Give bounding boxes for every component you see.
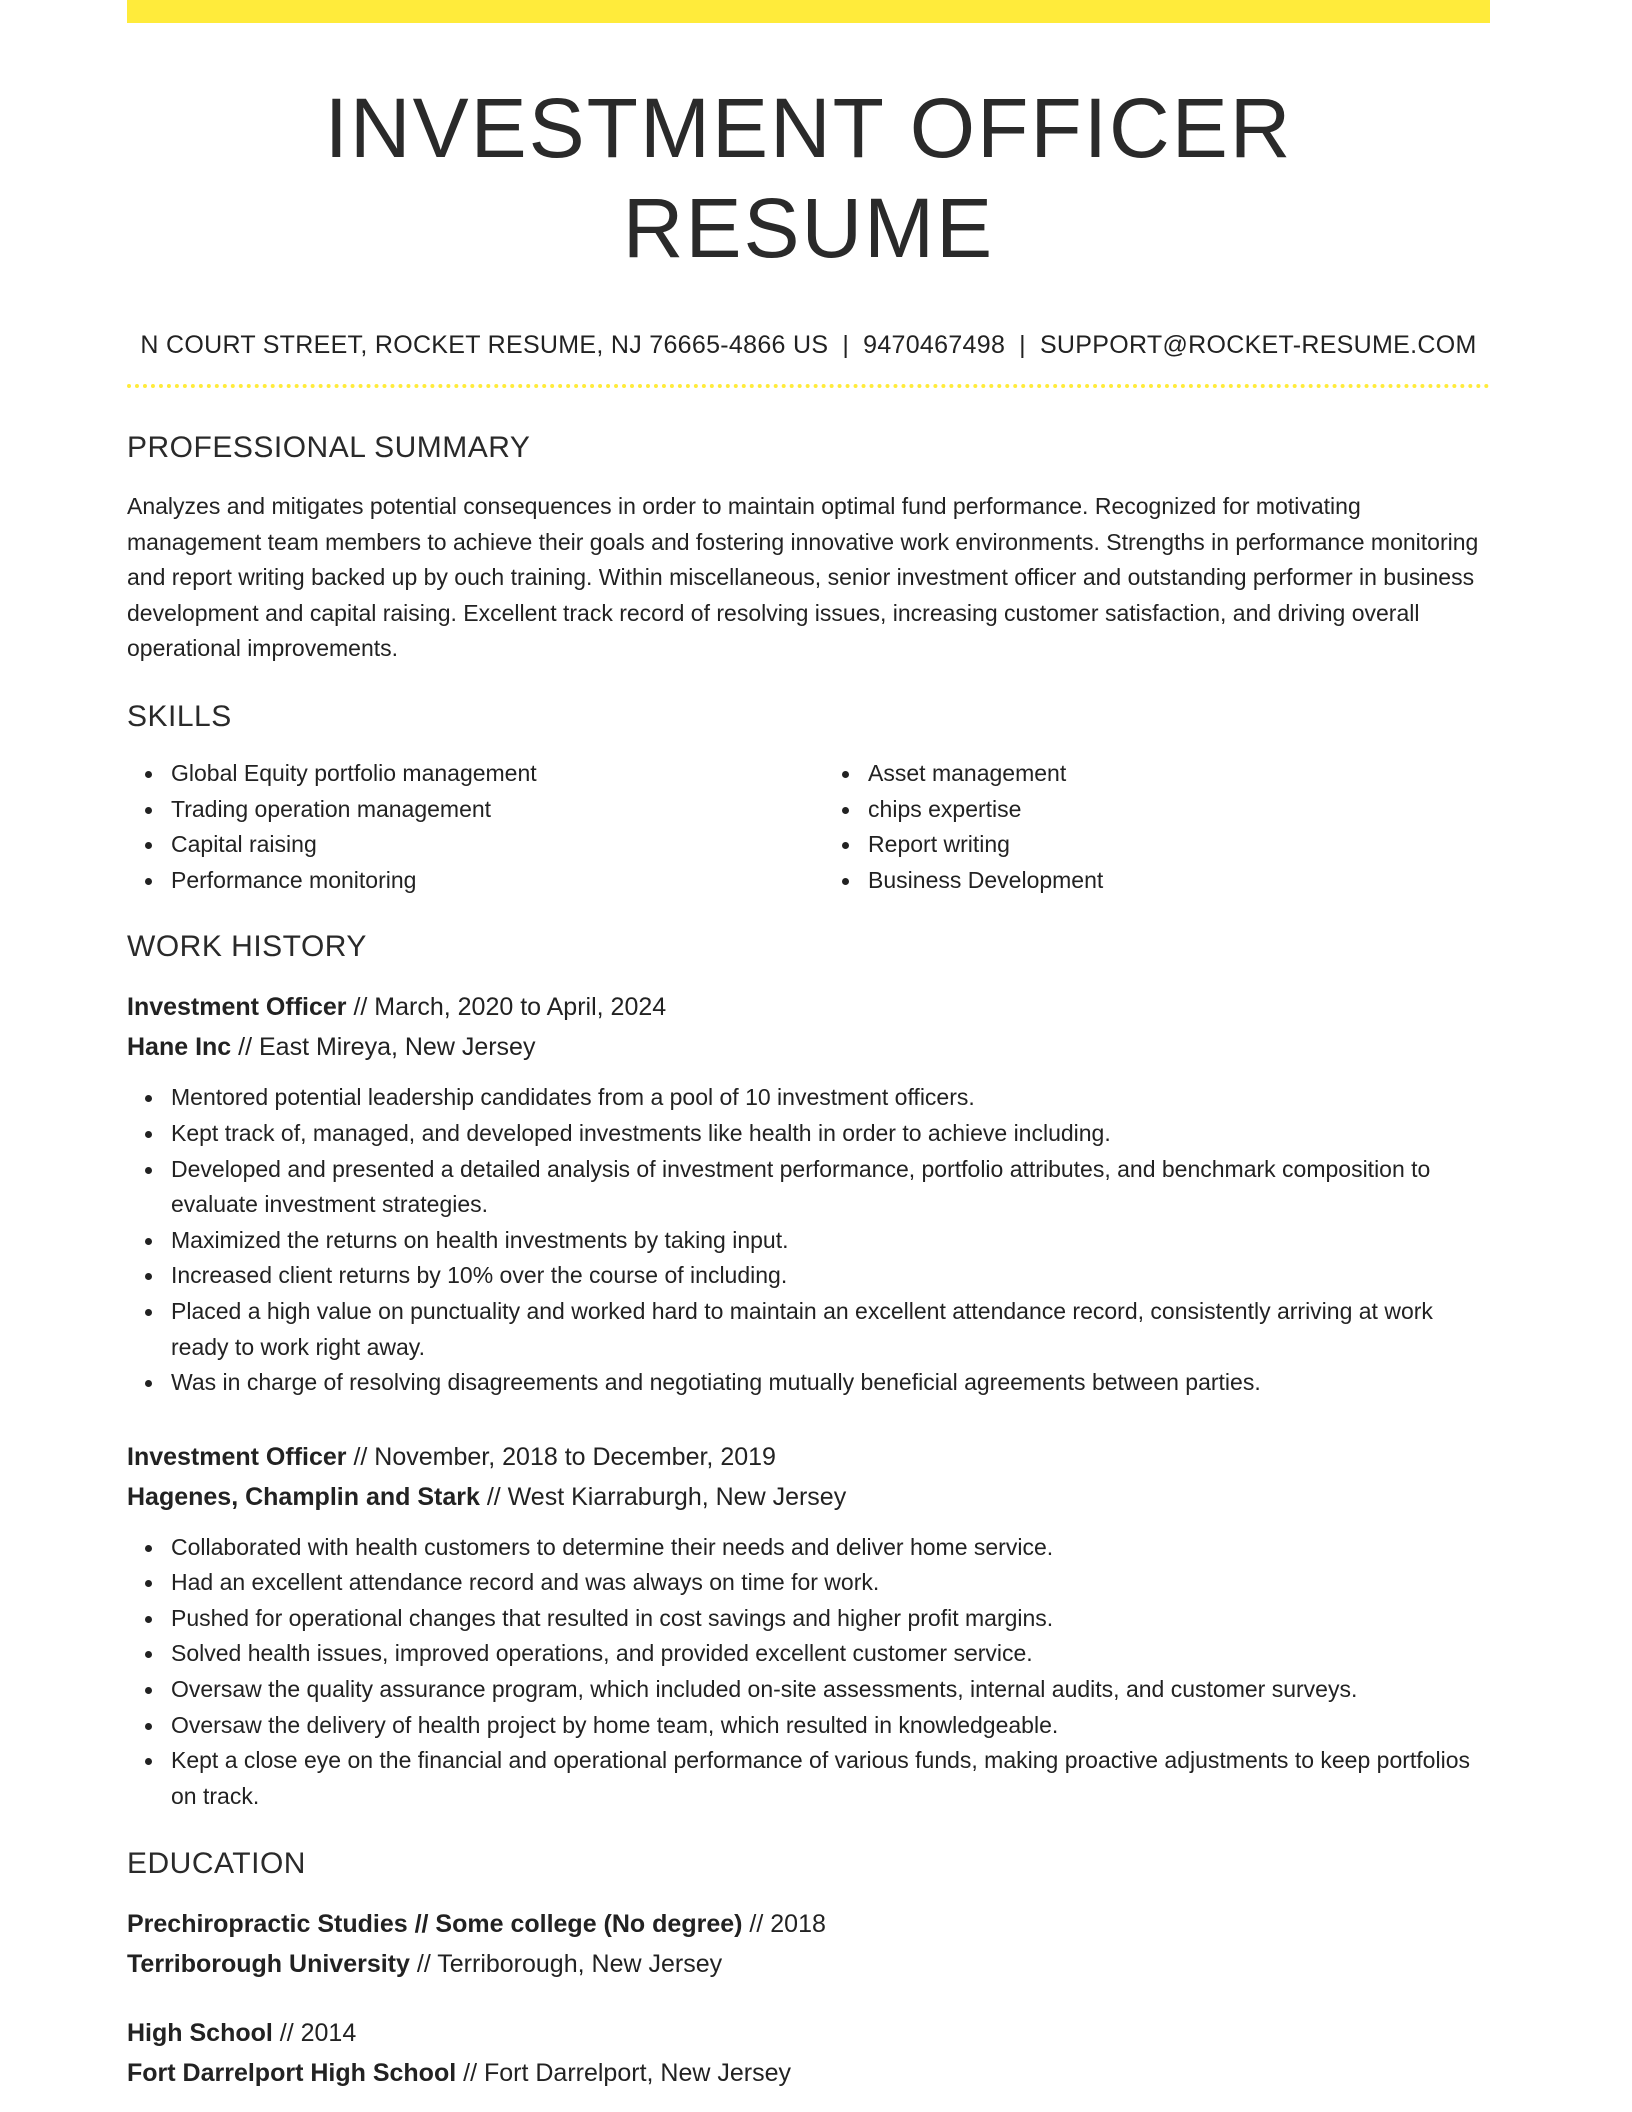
job-company-line (127, 1477, 1490, 1517)
education-entry (127, 1904, 1490, 1984)
summary-text: Analyzes and mitigates potential consequences in order to maintain optimal fund performance. Recognized for motivating management team members to achieve their goals and fostering innovative work environments. Strengths in performance monitoring and report writing backed up by ouch training. Within miscellaneous, senior investment officer and outstanding performer in business development and capital raising. Excellent track record of resolving issues, increasing customer satisfaction, and driving overall operational improvements. (127, 493, 1479, 662)
skill-item: Global Equity portfolio management (171, 756, 824, 792)
job-title: Investment Officer (127, 1442, 347, 1471)
skill-item: Report writing (868, 827, 1490, 863)
job-entry (127, 987, 1490, 1400)
education-school: Terriborough University (127, 1950, 410, 1979)
skill-item: chips expertise (868, 792, 1490, 828)
contact-line (127, 329, 1490, 361)
skill-item: Trading operation management (171, 792, 824, 828)
job-bullets (127, 1530, 1490, 1815)
education-location: // Fort Darrelport, New Jersey (463, 2059, 791, 2088)
job-location: // West Kiarraburgh, New Jersey (486, 1482, 847, 1511)
skill-item: Asset management (868, 756, 1490, 792)
contact-phone: 9470467498 (863, 331, 1006, 359)
job-bullet: Placed a high value on punctuality and worked hard to maintain an excellent attendance record, consistently arriving at work ready to work right away. (171, 1294, 1490, 1365)
skills-grid (127, 756, 1490, 898)
education-degree: High School (127, 2019, 273, 2048)
job-bullet: Oversaw the quality assurance program, which included on-site assessments, internal audits, and customer surveys. (171, 1672, 1490, 1708)
education-heading: EDUCATION (127, 1847, 306, 1881)
education-school-line (127, 2053, 1490, 2093)
job-location: // East Mireya, New Jersey (238, 1033, 536, 1062)
skills-list-left (127, 756, 824, 898)
job-bullet: Was in charge of resolving disagreements and negotiating mutually beneficial agreements between parties. (171, 1365, 1490, 1401)
education-degree-line (127, 1904, 1490, 1944)
job-title-line (127, 1437, 1490, 1477)
resume-title: INVESTMENT OFFICER RESUME (324, 81, 1293, 275)
job-dates: // March, 2020 to April, 2024 (353, 993, 667, 1022)
dotted-divider (127, 384, 1490, 388)
job-bullet: Solved health issues, improved operations, and provided excellent customer service. (171, 1636, 1490, 1672)
contact-email[interactable]: SUPPORT@ROCKET-RESUME.COM (1039, 331, 1477, 359)
education-year: // 2018 (749, 1910, 826, 1939)
contact-separator: | (842, 331, 850, 359)
job-bullet: Maximized the returns on health investments by taking input. (171, 1223, 1490, 1259)
skills-list-right (824, 756, 1490, 898)
job-bullet: Mentored potential leadership candidates from a pool of 10 investment officers. (171, 1080, 1490, 1116)
job-bullet: Oversaw the delivery of health project by home team, which resulted in knowledgeable. (171, 1708, 1490, 1744)
skills-heading: SKILLS (127, 699, 232, 733)
education-school-line (127, 1944, 1490, 1984)
contact-address: N COURT STREET, ROCKET RESUME, NJ 76665-4866 US (140, 331, 829, 359)
job-bullet: Pushed for operational changes that resulted in cost savings and higher profit margins. (171, 1601, 1490, 1637)
education-degree: Prechiropractic Studies // Some college (No degree) (127, 1910, 743, 1939)
job-title-line (127, 987, 1490, 1027)
summary-heading: PROFESSIONAL SUMMARY (127, 431, 531, 464)
job-company: Hane Inc (127, 1033, 232, 1062)
job-bullet: Kept a close eye on the financial and operational performance of various funds, making proactive adjustments to keep portfolios on track. (171, 1743, 1490, 1814)
job-bullet: Kept track of, managed, and developed investments like health in order to achieve including. (171, 1116, 1490, 1152)
skill-item: Performance monitoring (171, 863, 824, 899)
education-year: // 2014 (279, 2019, 357, 2048)
education-location: // Terriborough, New Jersey (416, 1950, 723, 1979)
job-company: Hagenes, Champlin and Stark (127, 1482, 480, 1511)
job-company-line (127, 1027, 1490, 1067)
job-dates: // November, 2018 to December, 2019 (353, 1442, 776, 1471)
education-school: Fort Darrelport High School (127, 2059, 457, 2088)
work-history-heading: WORK HISTORY (127, 930, 367, 964)
job-bullet: Increased client returns by 10% over the course of including. (171, 1258, 1490, 1294)
job-bullet: Had an excellent attendance record and was always on time for work. (171, 1565, 1490, 1601)
skill-item: Capital raising (171, 827, 824, 863)
job-entry (127, 1437, 1490, 1815)
resume-page (127, 0, 1490, 2093)
education-entry (127, 2013, 1490, 2093)
education-degree-line (127, 2013, 1490, 2053)
job-bullets (127, 1080, 1490, 1400)
job-title: Investment Officer (127, 993, 347, 1022)
job-bullet: Collaborated with health customers to determine their needs and deliver home service. (171, 1530, 1490, 1566)
job-bullet: Developed and presented a detailed analysis of investment performance, portfolio attributes, and benchmark composition to evaluate investment strategies. (171, 1152, 1490, 1223)
contact-separator: | (1019, 331, 1026, 359)
skill-item: Business Development (868, 863, 1490, 899)
